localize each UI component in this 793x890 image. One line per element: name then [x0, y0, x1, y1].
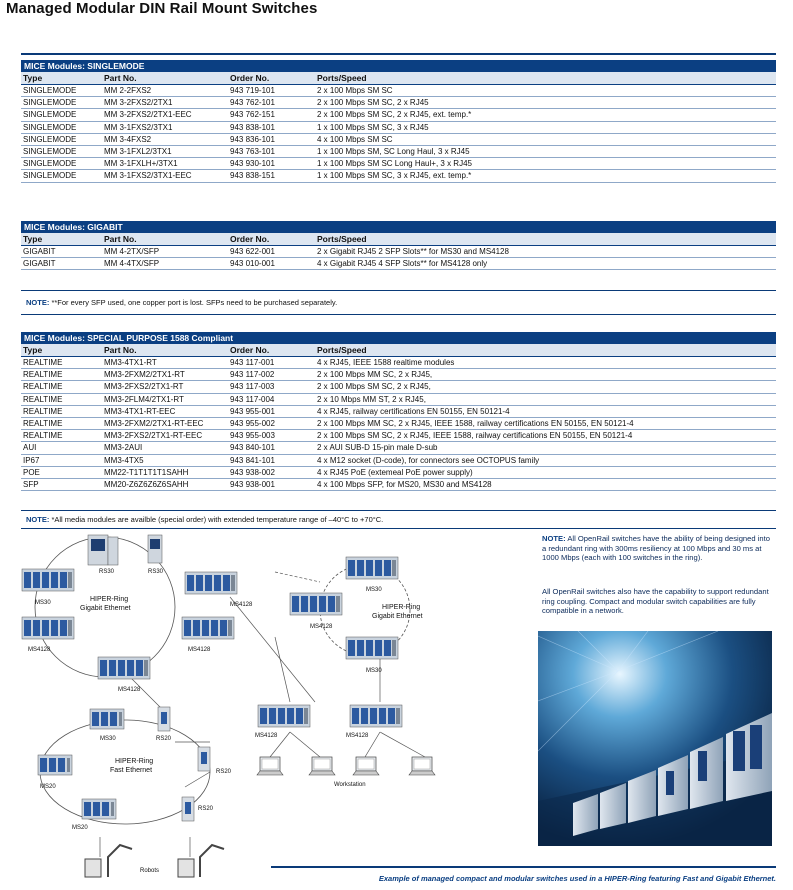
note-text: **For every SFP used, one copper port is lost. SFPs need to be purchased separately. [51, 298, 338, 307]
rs20-switch-a [158, 707, 170, 731]
table-row [21, 394, 776, 406]
label-ms30-b: MS30 [366, 587, 382, 593]
cell-order: 943 955-002 [230, 418, 275, 428]
col-ports: Ports/Speed [317, 73, 367, 83]
label-rs30-b: RS30 [148, 569, 164, 575]
workstation-pc-1 [257, 757, 283, 775]
cell-part: MM 2-2FXS2 [104, 86, 152, 95]
table-row [21, 455, 776, 467]
cell-order: 943 117-004 [230, 394, 275, 404]
cell-ports: 4 x M12 socket (D-code), for connectors see OCTOPUS family [317, 455, 540, 465]
col-ports: Ports/Speed [317, 345, 367, 355]
cell-order: 943 763-101 [230, 146, 275, 156]
ring3-line2: Fast Ethernet [110, 767, 153, 774]
special-purpose-table [21, 332, 776, 491]
cell-order: 943 010-001 [230, 259, 275, 269]
label-rs20-b: RS20 [216, 769, 232, 775]
cell-order: 943 622-001 [230, 247, 275, 256]
label-ms4128-d: MS4128 [118, 687, 141, 693]
ms20-switch-a [38, 755, 72, 775]
cell-ports: 4 x RJ45 PoE (extemeal PoE power supply) [317, 467, 473, 477]
label-ms30-c: MS30 [366, 668, 382, 674]
cell-type: SINGLEMODE [23, 159, 77, 169]
sidebar-note-1 [542, 534, 772, 563]
rs30-switch-b [148, 535, 162, 563]
table-row [21, 369, 776, 381]
cell-part: MM 3-4FXS2 [104, 134, 152, 144]
ring2-line2: Gigabit Ethernet [372, 613, 423, 620]
cell-type: REALTIME [23, 431, 63, 441]
table-row [21, 158, 776, 170]
label-ms20-a: MS20 [40, 784, 56, 790]
col-type: Type [23, 73, 43, 83]
cell-order: 943 840-101 [230, 443, 275, 453]
ms30-switch-c [346, 637, 398, 659]
cell-part: MM3-2FXS2/2TX1-RT-EEC [104, 431, 203, 441]
cell-ports: 2 x 100 Mbps SM SC, 2 x RJ45 [317, 98, 429, 108]
ms4128-switch-f [258, 705, 310, 727]
label-rs20-a: RS20 [156, 736, 172, 742]
table-header: MICE Modules: SPECIAL PURPOSE 1588 Compliant [21, 332, 776, 344]
cell-order: 943 762-101 [230, 98, 275, 108]
col-ports: Ports/Speed [317, 234, 367, 244]
table-row [21, 467, 776, 479]
ms4128-switch-a [185, 572, 237, 594]
label-rs20-c: RS20 [198, 806, 214, 812]
cell-part: MM3-2FLM4/2TX1-RT [104, 394, 184, 404]
table-row [21, 406, 776, 418]
cell-ports: 4 x 100 Mbps SFP, for MS20, MS30 and MS4128 [317, 479, 492, 489]
temperature-note [26, 515, 383, 524]
gigabit-table [21, 221, 776, 270]
ms4128-switch-c [182, 617, 234, 639]
label-workstation: Workstation [334, 782, 366, 788]
cell-type: SINGLEMODE [23, 86, 77, 95]
ms20-switch-b [82, 799, 116, 819]
ms4128-switch-d [98, 657, 150, 679]
label-ms20-b: MS20 [72, 825, 88, 831]
cell-order: 943 955-003 [230, 431, 275, 441]
ring3-line1: HIPER-Ring [115, 758, 154, 765]
col-part: Part No. [104, 234, 137, 244]
column-headers [21, 233, 776, 246]
cell-ports: 2 x 100 Mbps SM SC, 2 x RJ45, [317, 382, 431, 392]
rs20-switch-c [182, 797, 194, 821]
cell-order: 943 117-001 [230, 358, 275, 367]
cell-ports: 4 x RJ45, IEEE 1588 realtime modules [317, 358, 455, 367]
label-ms30-d: MS30 [100, 736, 116, 742]
cell-part: MM3-2FXS2/2TX1-RT [104, 382, 184, 392]
rs20-switch-b [198, 747, 210, 771]
cell-part: MM 3-1FXS2/3TX1 [104, 122, 173, 132]
cell-type: AUI [23, 443, 37, 453]
cell-type: REALTIME [23, 394, 63, 404]
col-type: Type [23, 234, 43, 244]
cell-ports: 1 x 100 Mbps SM, SC Long Haul, 3 x RJ45 [317, 146, 470, 156]
cell-part: MM3-4TX1-RT-EEC [104, 406, 176, 416]
cell-order: 943 762-151 [230, 110, 275, 120]
ms4128-switch-g [350, 705, 402, 727]
product-photo-image [538, 631, 772, 846]
label-ms4128-b: MS4128 [28, 647, 51, 653]
gigabit-note [26, 298, 337, 307]
col-type: Type [23, 345, 43, 355]
robot-icon-left [85, 845, 132, 877]
cell-ports: 2 x 100 Mbps MM SC, 2 x RJ45, IEEE 1588, railway certifications EN 50155, EN 50121-4 [317, 418, 634, 428]
cell-part: MM3-4TX1-RT [104, 358, 157, 367]
divider [21, 290, 776, 291]
label-ms4128-e: MS4128 [310, 624, 333, 630]
cell-order: 943 719-101 [230, 86, 275, 95]
cell-order: 943 938-002 [230, 467, 275, 477]
cell-part: MM 3-1FXLH+/3TX1 [104, 159, 178, 169]
cell-part: MM 3-2FXS2/2TX1-EEC [104, 110, 192, 120]
column-headers [21, 344, 776, 357]
table-row [21, 430, 776, 442]
caption-rule [271, 866, 776, 868]
table-header: MICE Modules: SINGLEMODE [21, 60, 776, 72]
ms30-switch-d [90, 709, 124, 729]
label-ms4128-c: MS4128 [188, 647, 211, 653]
ms4128-switch-b [22, 617, 74, 639]
cell-order: 943 117-003 [230, 382, 275, 392]
figure-caption: Example of managed compact and modular switches used in a HIPER-Ring featuring Fast and Gigabit Ethernet. [378, 874, 776, 883]
cell-ports: 1 x 100 Mbps SM SC, 3 x RJ45 [317, 122, 429, 132]
ms4128-switch-e [290, 593, 342, 615]
table-row [21, 170, 776, 182]
note-label: NOTE: [26, 298, 50, 307]
cell-ports: 2 x AUI SUB-D 15-pin male D-sub [317, 443, 438, 453]
sidebar-note-2: All OpenRail switches also have the capability to support redundant ring coupling. Compact and modular switch capabilities are fully compatible in a network. [542, 587, 769, 616]
singlemode-table [21, 60, 776, 183]
workstation-pc-2 [309, 757, 335, 775]
cell-ports: 2 x 100 Mbps SM SC, 2 x RJ45, IEEE 1588, railway certifications EN 50155, EN 50121-4 [317, 431, 633, 441]
cell-order: 943 838-101 [230, 122, 275, 132]
cell-type: REALTIME [23, 370, 63, 380]
label-ms4128-a: MS4128 [230, 602, 253, 608]
note-label: NOTE: [26, 515, 50, 524]
cell-part: MM3-2FXM2/2TX1-RT-EEC [104, 418, 204, 428]
col-part: Part No. [104, 345, 137, 355]
cell-part: MM 3-1FXS2/3TX1-EEC [104, 171, 192, 181]
rs30-switch-a [88, 535, 118, 565]
page-title: Managed Modular DIN Rail Mount Switches [6, 0, 318, 17]
note-text: *All media modules are availble (special order) with extended temperature range of –40°C to +70°C. [51, 515, 384, 524]
cell-part: MM20-Z6Z6Z6Z6SAHH [104, 479, 189, 489]
cell-ports: 4 x RJ45, railway certifications EN 50155, EN 50121-4 [317, 406, 510, 416]
table-row [21, 109, 776, 121]
cell-type: SINGLEMODE [23, 122, 77, 132]
cell-part: MM22-T1T1T1T1SAHH [104, 467, 189, 477]
label-ms4128-f: MS4128 [255, 733, 278, 739]
cell-type: SFP [23, 479, 39, 489]
table-row [21, 442, 776, 454]
cell-type: GIGABIT [23, 259, 56, 269]
cell-part: MM 3-1FXL2/3TX1 [104, 146, 172, 156]
col-order: Order No. [230, 73, 270, 83]
cell-ports: 4 x 100 Mbps SM SC [317, 134, 393, 144]
label-robots: Robots [140, 868, 160, 874]
table-row [21, 357, 776, 369]
table-row [21, 134, 776, 146]
cell-part: MM 4-2TX/SFP [104, 247, 160, 256]
cell-ports: 4 x Gigabit RJ45 4 SFP Slots** for MS4128 only [317, 259, 488, 269]
note-text: All OpenRail switches have the ability of being designed into a redundant ring with 300ms resiliency at 100 Mbps and 30 ms at 1000 Mbps (each with 100 switches in the ring). [542, 534, 770, 563]
cell-order: 943 955-001 [230, 406, 275, 416]
cell-ports: 2 x Gigabit RJ45 2 SFP Slots** for MS30 and MS4128 [317, 247, 509, 256]
cell-type: SINGLEMODE [23, 146, 77, 156]
label-ms4128-g: MS4128 [346, 733, 369, 739]
cell-order: 943 838-151 [230, 171, 275, 181]
product-photo [538, 631, 772, 846]
table-row [21, 97, 776, 109]
cell-ports: 2 x 100 Mbps MM SC, 2 x RJ45, [317, 370, 433, 380]
column-headers [21, 72, 776, 85]
workstation-pc-4 [409, 757, 435, 775]
col-order: Order No. [230, 345, 270, 355]
cell-part: MM 4-4TX/SFP [104, 259, 160, 269]
cell-ports: 1 x 100 Mbps SM SC, 3 x RJ45, ext. temp.* [317, 171, 472, 181]
cell-type: SINGLEMODE [23, 98, 77, 108]
label-ms30-a: MS30 [35, 600, 51, 606]
cell-type: SINGLEMODE [23, 171, 77, 181]
table-header: MICE Modules: GIGABIT [21, 221, 776, 233]
cell-type: REALTIME [23, 418, 63, 428]
cell-type: REALTIME [23, 406, 63, 416]
table-row [21, 122, 776, 134]
ring1-line1: HIPER-Ring [90, 596, 129, 603]
cell-order: 943 841-101 [230, 455, 275, 465]
table-row [21, 146, 776, 158]
ms30-switch-a [22, 569, 74, 591]
table-row [21, 258, 776, 270]
ring2-line1: HIPER-Ring [382, 604, 421, 611]
cell-part: MM3-2FXM2/2TX1-RT [104, 370, 185, 380]
cell-ports: 1 x 100 Mbps SM SC Long Haul+, 3 x RJ45 [317, 159, 472, 169]
table-row [21, 479, 776, 491]
table-row [21, 85, 776, 97]
note-label: NOTE: [542, 534, 566, 543]
cell-part: MM3-4TX5 [104, 455, 144, 465]
cell-order: 943 938-001 [230, 479, 275, 489]
cell-ports: 2 x 10 Mbps MM ST, 2 x RJ45, [317, 394, 426, 404]
cell-type: GIGABIT [23, 247, 56, 256]
divider [21, 314, 776, 315]
cell-type: SINGLEMODE [23, 134, 77, 144]
robot-icon-right [178, 845, 224, 877]
cell-ports: 2 x 100 Mbps SM SC, 2 x RJ45, ext. temp.* [317, 110, 472, 120]
cell-type: POE [23, 467, 40, 477]
cell-type: REALTIME [23, 358, 63, 367]
cell-type: SINGLEMODE [23, 110, 77, 120]
ms30-switch-b [346, 557, 398, 579]
cell-order: 943 117-002 [230, 370, 275, 380]
col-part: Part No. [104, 73, 137, 83]
cell-ports: 2 x 100 Mbps SM SC [317, 86, 393, 95]
top-rule [21, 53, 776, 55]
network-diagram [0, 527, 535, 882]
cell-order: 943 930-101 [230, 159, 275, 169]
col-order: Order No. [230, 234, 270, 244]
label-rs30-a: RS30 [99, 569, 115, 575]
cell-type: IP67 [23, 455, 40, 465]
cell-order: 943 836-101 [230, 134, 275, 144]
cell-part: MM3-2AUI [104, 443, 143, 453]
table-row [21, 418, 776, 430]
divider [21, 510, 776, 511]
table-row [21, 381, 776, 393]
cell-type: REALTIME [23, 382, 63, 392]
ring1-line2: Gigabit Ethernet [80, 605, 131, 612]
workstation-pc-3 [353, 757, 379, 775]
table-row [21, 246, 776, 258]
cell-part: MM 3-2FXS2/2TX1 [104, 98, 173, 108]
